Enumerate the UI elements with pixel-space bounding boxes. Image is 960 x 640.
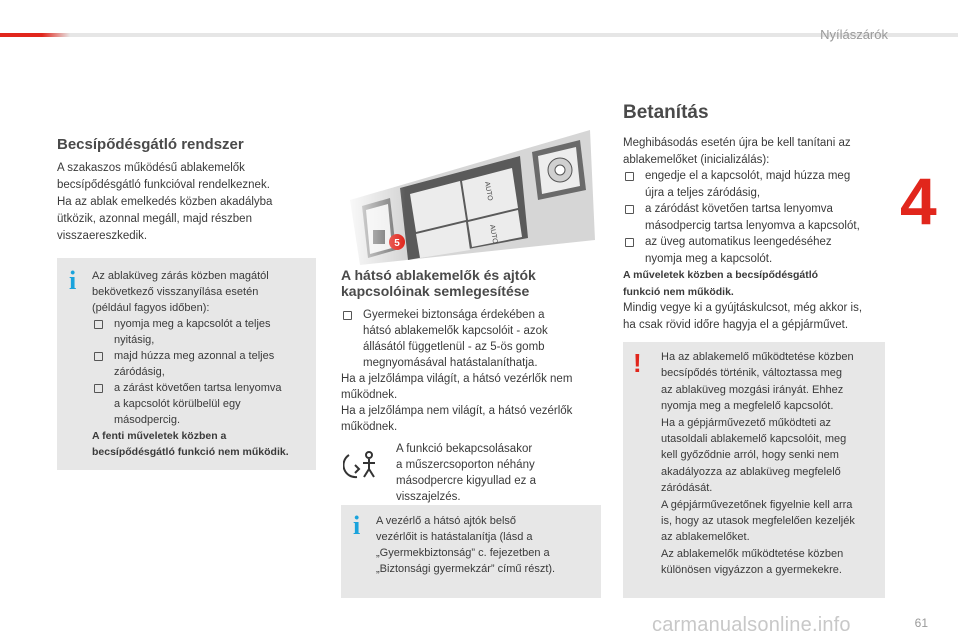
list-item: az üveg automatikus leengedéséhez nyomja meg a kapcsolót.: [623, 234, 893, 267]
chapter-number: 4: [900, 164, 937, 238]
warning-box-anti-pinch: [623, 342, 885, 598]
list-item: engedje el a kapcsolót, majd húzza meg újra a teljes záródásig,: [623, 168, 893, 201]
window-switch-panel-illustration: [340, 120, 600, 270]
page-number: 61: [914, 616, 928, 630]
info-icon: i: [353, 511, 361, 540]
child-lock-indicator-icon: [343, 445, 385, 483]
info-box-text: A vezérlő a hátsó ajtók belső vezérlőit is hatástalanítja (lásd a „Gyermekbiztonság” c. fejezetben a „Biztonsági gyermekzár” című részt).: [376, 515, 556, 575]
info-icon: i: [69, 266, 77, 295]
section-heading-rear-lock: A hátsó ablakemelők és ajtók kapcsolóinak semlegesítése: [341, 267, 536, 299]
indicator-note: A funkció bekapcsolásakor a műszercsoporton néhány másodpercre kigyullad ez a visszajelzés.: [396, 443, 536, 503]
watermark: carmanualsonline.info: [652, 614, 851, 636]
list-item: a zárást követően tartsa lenyomva a kapcsolót körülbelül egy másodpercig.: [92, 380, 314, 428]
list-item: a záródást követően tartsa lenyomva másodpercig tartsa lenyomva a kapcsolót,: [623, 201, 893, 234]
header-bar: [0, 33, 958, 37]
info-box-text: Az ablaküveg zárás közben magától bekövetkező visszanyílása esetén (például fagyos időben): nyomja meg a kapcsolót a teljes nyitásig, majd húzza meg azonnal a teljes záródásig, a zárást követően tartsa lenyomva a kapcsolót körülbelül egy másodpercig. A fenti műveletek közben a becsípődésgátló funkció nem működik.: [92, 268, 314, 460]
section-heading-anti-pinch: Becsípődésgátló rendszer: [57, 136, 244, 153]
warning-box-text: Ha az ablakemelő működtetése közben becsípődés történik, változtassa meg az ablaküveg mozgási irányát. Ehhez nyomja meg a megfelelő kapcsolót. Ha a gépjárművezető működteti az utasoldali ablakemelő kapcsolóit, meg kell győződnie arról, hogy senki nem akadályozza az ablaküveg megfelelő záródását. A gépjárművezetőnek figyelnie kell arra is, hogy az utasok megfelelően kezeljék az ablakemelőket. Az ablakemelők működtetése közben különösen vigyázzon a gyermekekre.: [661, 351, 855, 577]
header-accent: [0, 33, 70, 37]
list-item: majd húzza meg azonnal a teljes záródásig,: [92, 348, 314, 380]
section-heading-initialization: Betanítás: [623, 102, 709, 123]
initialization-text: Meghibásodás esetén újra be kell tanítani az ablakemelőket (inicializálás): engedje el a kapcsolót, majd húzza meg újra a teljes záródásig, a záródást követően tartsa lenyomva másodpercig tartsa lenyomva a kapcsolót, az üveg automatikus leengedéséhez nyomja meg a kapcsolót. A műveletek közben a becsípődésgátló funkció nem működik. Mindig vegye ki a gyújtáskulcsot, még akkor is, ha csak rövid időre hagyja el a gépjárművet.: [623, 135, 893, 333]
anti-pinch-paragraph: A szakaszos működésű ablakemelők becsípődésgátló funkcióval rendelkeznek. Ha az ablak emelkedés közben akadályba ütközik, azonnal megáll, majd részben visszaereszkedik.: [57, 162, 273, 242]
section-title: Nyílászárók: [820, 27, 888, 42]
info-box-rear-lock: [341, 505, 601, 598]
list-item: nyomja meg a kapcsolót a teljes nyitásig,: [92, 316, 314, 348]
info-box-anti-pinch: [57, 258, 316, 470]
rear-lock-text: Gyermekei biztonsága érdekében a hátsó ablakemelők kapcsolóit - azok állásától függetlenül - az 5-ös gomb megnyomásával hatástalaníthatja. Ha a jelzőlámpa világít, a hátsó vezérlők nem működnek. Ha a jelzőlámpa nem világít, a hátsó vezérlők működnek.: [341, 307, 601, 435]
warning-icon: !: [633, 348, 642, 378]
list-item: Gyermekei biztonsága érdekében a hátsó ablakemelők kapcsolóit - azok állásától függetlenül - az 5-ös gomb megnyomásával hatástalaníthatja.: [341, 307, 601, 371]
